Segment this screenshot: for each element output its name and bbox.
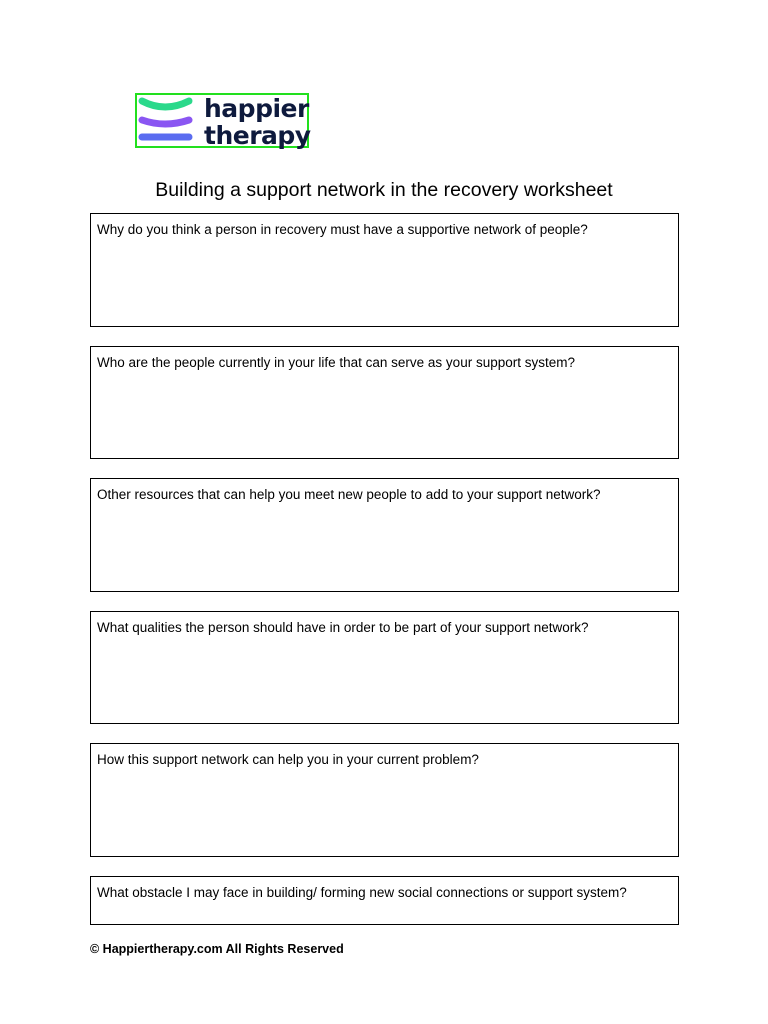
question-box-1[interactable] <box>90 213 679 327</box>
question-text: Who are the people currently in your life that can serve as your support system? <box>97 355 575 370</box>
question-text: Why do you think a person in recovery must have a supportive network of people? <box>97 222 588 237</box>
question-box-3[interactable] <box>90 478 679 592</box>
question-text: What qualities the person should have in order to be part of your support network? <box>97 620 589 635</box>
logo-line-1: happier <box>204 94 309 123</box>
question-box-4[interactable] <box>90 611 679 724</box>
question-text: Other resources that can help you meet new people to add to your support network? <box>97 487 601 502</box>
happier-therapy-logo <box>135 93 309 148</box>
question-box-2[interactable] <box>90 346 679 459</box>
logo-line-2: therapy <box>204 121 311 150</box>
copyright-footer: © Happiertherapy.com All Rights Reserved <box>90 942 344 956</box>
question-text: How this support network can help you in your current problem? <box>97 752 479 767</box>
question-text: What obstacle I may face in building/ forming new social connections or support system? <box>97 885 627 900</box>
question-box-5[interactable] <box>90 743 679 857</box>
logo-wordmark <box>204 95 311 149</box>
question-box-6[interactable] <box>90 876 679 925</box>
logo-stripes-icon <box>137 95 203 146</box>
worksheet-title: Building a support network in the recovery worksheet <box>155 179 613 201</box>
